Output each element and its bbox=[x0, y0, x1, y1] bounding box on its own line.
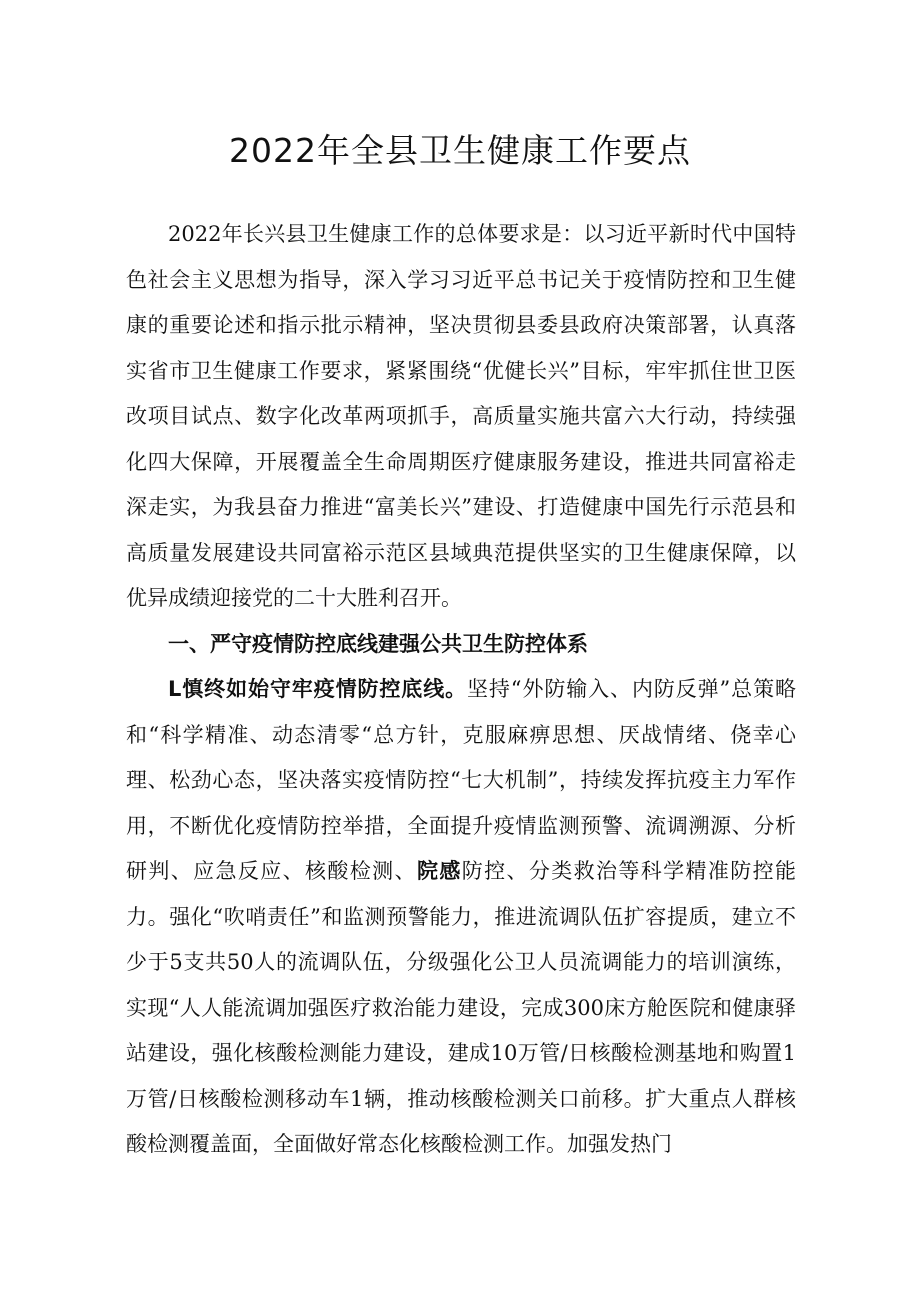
item-paragraph bbox=[126, 667, 796, 1168]
document-title: 2022年全县卫生健康工作要点 bbox=[229, 131, 691, 170]
document-body bbox=[126, 212, 796, 1168]
item-text-emphasis: 院感 bbox=[416, 859, 462, 883]
item-text-part-b: 防控、分类救治等科学精准防控能力。强化“吹哨责任”和监测预警能力，推进流调队伍扩容提质，建立不少于5支共50人的流调队伍，分级强化公卫人员流调能力的培训演练，实现“人人能流调加强医疗救治能力建设，完成300床方舱医院和健康驿站建设，强化核酸检测能力建设，建成10万管/日核酸检测基地和购置1万管/日核酸检测移动车1辆，推动核酸检测关口前移。扩大重点人群核酸检测覆盖面，全面做好常态化核酸检测工作。加强发热门 bbox=[126, 859, 797, 1156]
section-heading: 一、严守疫情防控底线建强公共卫生防控体系 bbox=[168, 631, 588, 656]
item-text-part-a: 坚持“外防输入、内防反弹”总策略和“科学精准、动态清零“总方针，克服麻痹思想、厌战情绪、侥幸心理、松劲心态，坚决落实疫情防控“七大机制”，持续发挥抗疫主力军作用，不断优化疫情防控举措，全面提升疫情监测预警、流调溯源、分析研判、应急反应、核酸检测、 bbox=[126, 677, 796, 883]
intro-paragraph: 2022年长兴县卫生健康工作的总体要求是：以习近平新时代中国特色社会主义思想为指导，深入学习习近平总书记关于疫情防控和卫生健康的重要论述和指示批示精神，坚决贯彻县委县政府决策部署，认真落实省市卫生健康工作要求，紧紧围绕“优健长兴”目标，牢牢抓住世卫医改项目试点、数字化改革两项抓手，高质量实施共富六大行动，持续强化四大保障，开展覆盖全生命周期医疗健康服务建设，推进共同富裕走深走实，为我县奋力推进“富美长兴”建设、打造健康中国先行示范县和高质量发展建设共同富裕示范区县域典范提供坚实的卫生健康保障，以优异成绩迎接党的二十大胜利召开。 bbox=[126, 222, 796, 610]
item-lead: L慎终如始守牢疫情防控底线。 bbox=[168, 677, 467, 701]
